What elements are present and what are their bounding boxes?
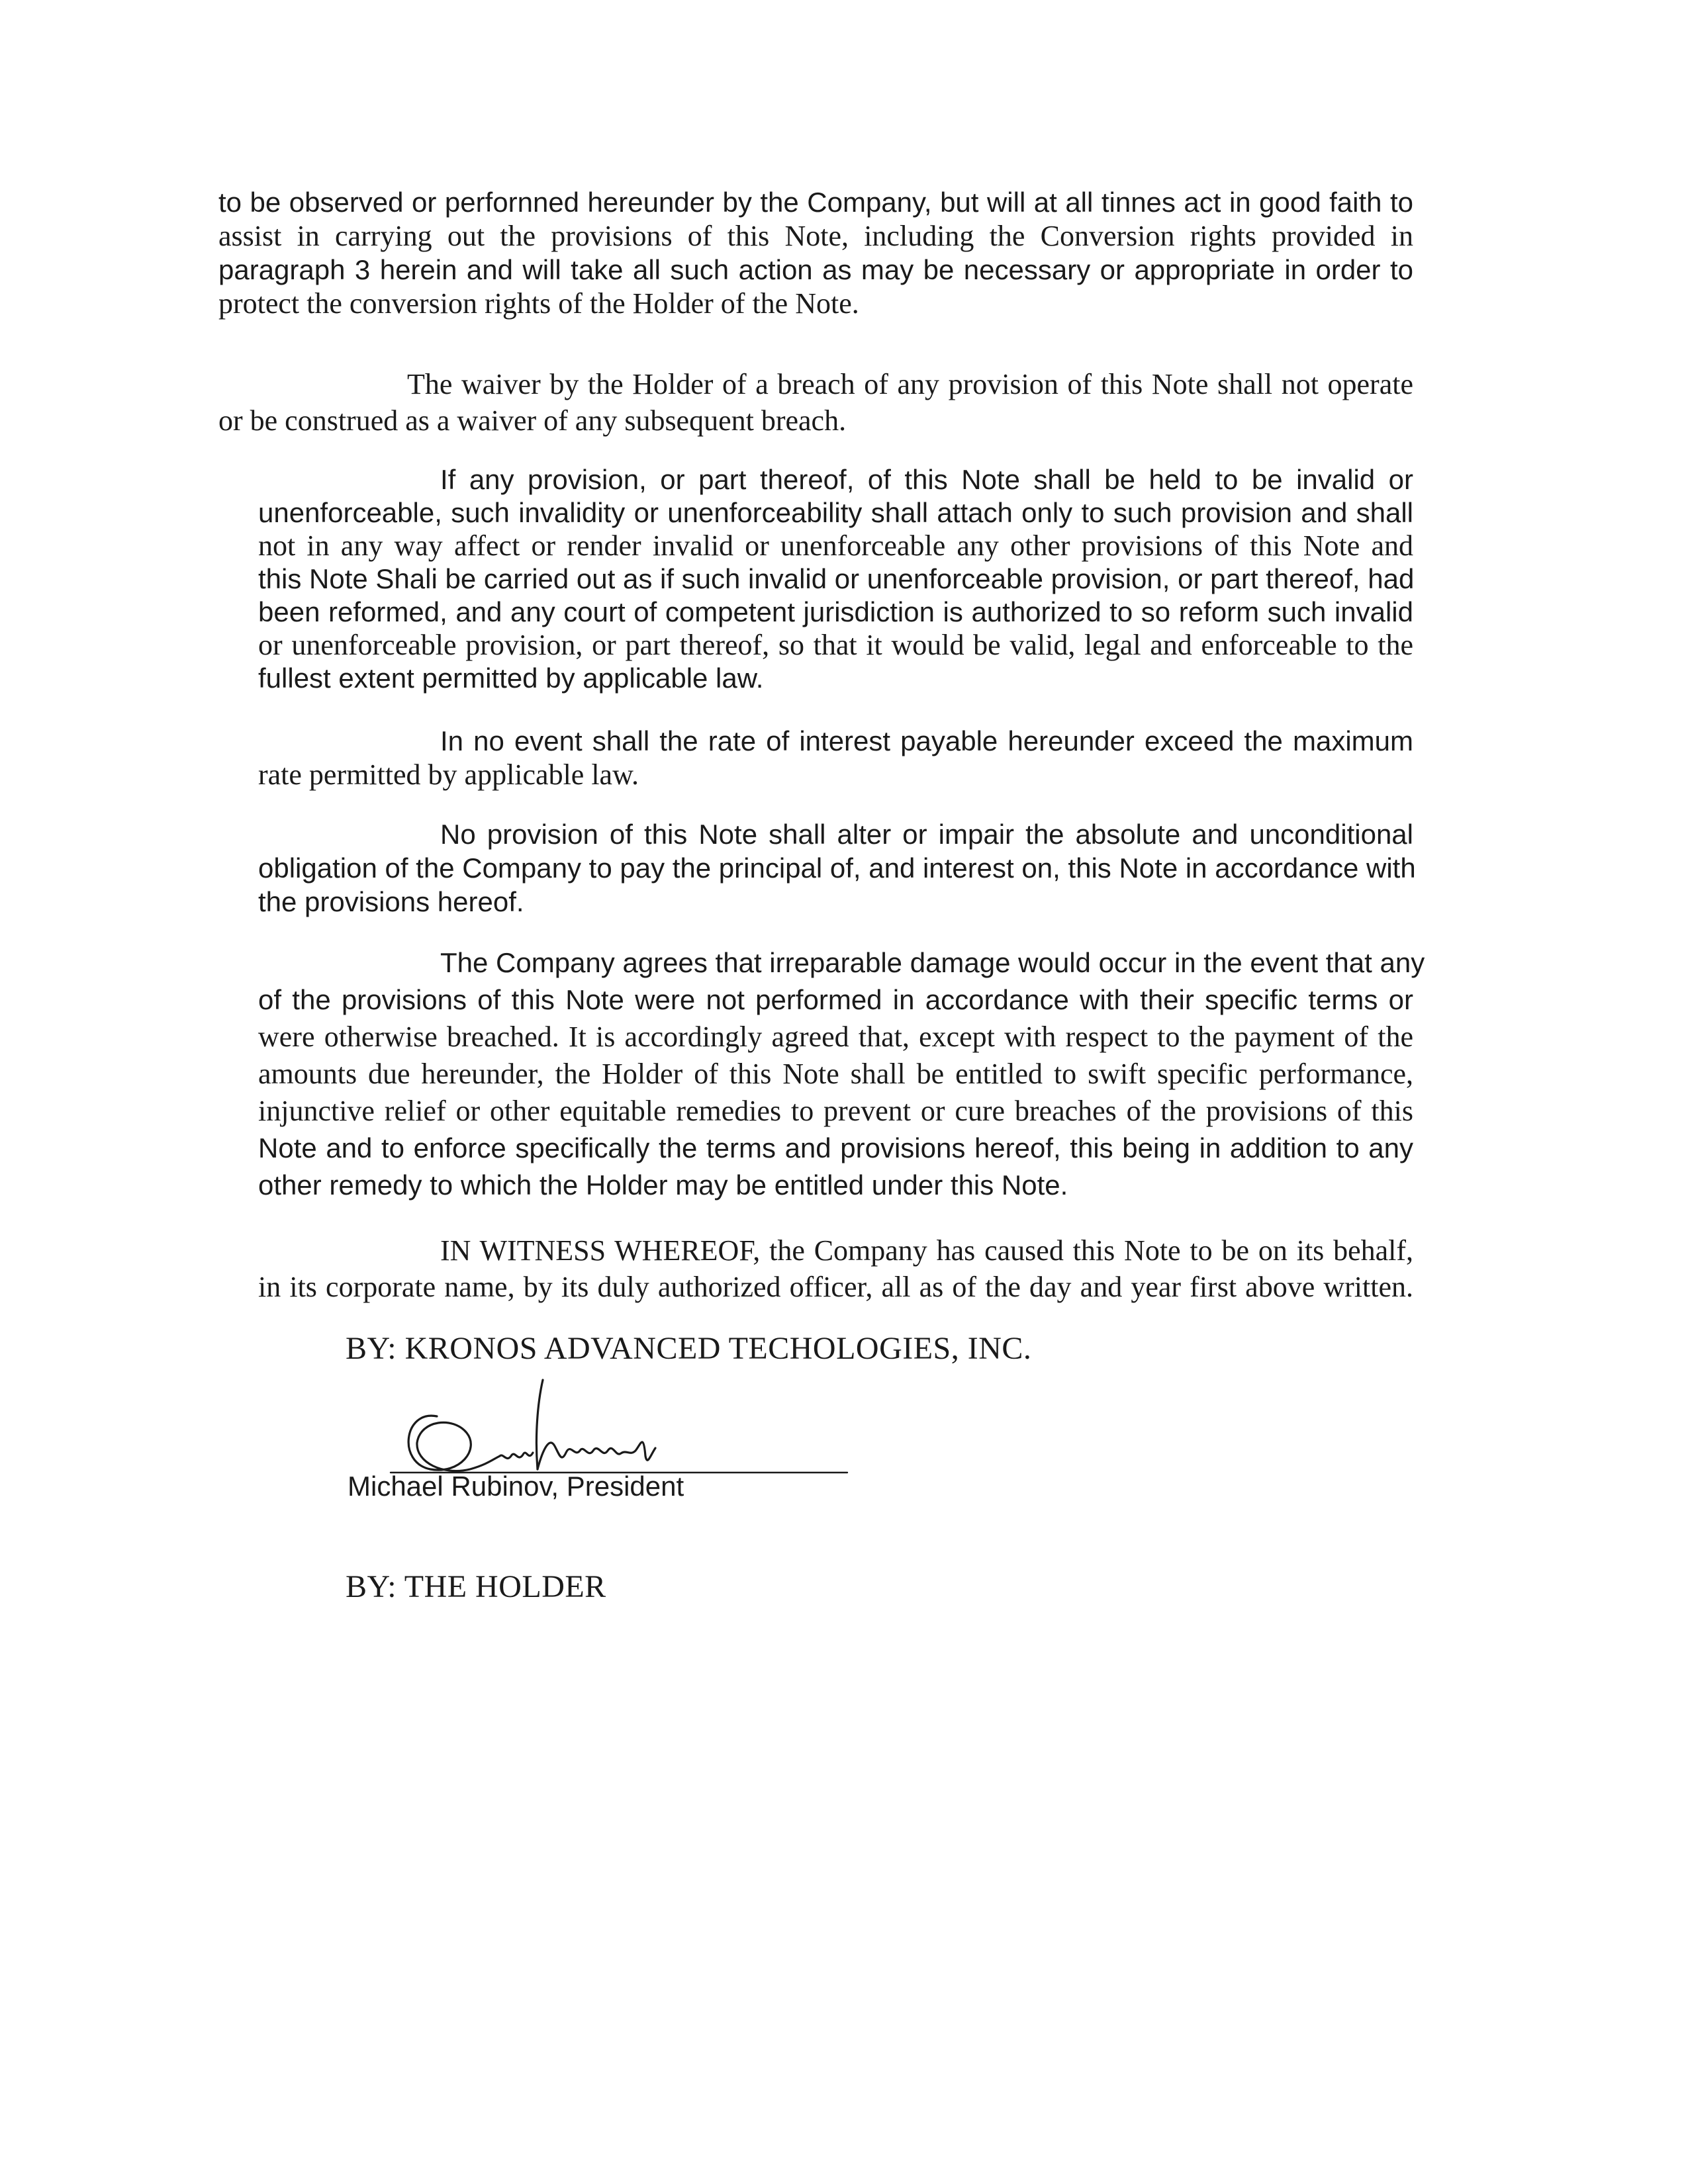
- paragraph-2: [218, 366, 1413, 439]
- paragraph-4-line: In no event shall the rate of interest payable hereunder exceed the maximum: [440, 725, 1413, 756]
- paragraph-1-line: assist in carrying out the provisions of this Note, including the Conversion rights provided in: [218, 220, 1413, 252]
- paragraph-6-line: injunctive relief or other equitable remedies to prevent or cure breaches of the provisions of this: [258, 1095, 1413, 1127]
- paragraph-6-line: were otherwise breached. It is accordingly agreed that, except with respect to the payment of the: [258, 1021, 1413, 1053]
- paragraph-6: [258, 944, 1425, 1204]
- signer-name-title: Michael Rubinov, President: [348, 1471, 684, 1502]
- paragraph-3-line: unenforceable, such invalidity or unenforceability shall attach only to such provision and shall: [258, 497, 1413, 528]
- paragraph-5: [258, 817, 1416, 919]
- paragraph-1: [218, 185, 1413, 320]
- paragraph-4: [258, 724, 1413, 792]
- paragraph-3-line: or unenforceable provision, or part thereof, so that it would be valid, legal and enforceable to the: [258, 629, 1413, 661]
- paragraph-4-line: rate permitted by applicable law.: [258, 758, 639, 791]
- paragraph-3: [258, 463, 1413, 695]
- paragraph-3-line: If any provision, or part thereof, of this Note shall be held to be invalid or: [440, 464, 1413, 495]
- company-signature-heading: BY: KRONOS ADVANCED TECHOLOGIES, INC.: [346, 1331, 1032, 1366]
- paragraph-1-line: protect the conversion rights of the Holder of the Note.: [218, 287, 859, 320]
- paragraph-6-line: other remedy to which the Holder may be entitled under this Note.: [258, 1169, 1068, 1201]
- paragraph-2-line: or be construed as a waiver of any subsequent breach.: [218, 404, 847, 437]
- paragraph-6-line: The Company agrees that irreparable damage would occur in the event that any: [440, 947, 1425, 978]
- paragraph-5-line: No provision of this Note shall alter or impair the absolute and unconditional: [440, 819, 1413, 850]
- paragraph-2-line: The waiver by the Holder of a breach of any provision of this Note shall not operate: [407, 368, 1413, 400]
- paragraph-6-line: of the provisions of this Note were not performed in accordance with their specific terms or: [258, 984, 1413, 1015]
- paragraph-3-line: been reformed, and any court of competent jurisdiction is authorized to so reform such invalid: [258, 596, 1413, 627]
- paragraph-6-line: Note and to enforce specifically the terms and provisions hereof, this being in addition to any: [258, 1132, 1413, 1163]
- paragraph-7-line: IN WITNESS WHEREOF, the Company has caused this Note to be on its behalf,: [440, 1234, 1413, 1267]
- paragraph-5-line: obligation of the Company to pay the principal of, and interest on, this Note in accordance with: [258, 852, 1416, 884]
- paragraph-6-line: amounts due hereunder, the Holder of this Note shall be entitled to swift specific performance,: [258, 1058, 1413, 1090]
- paragraph-3-line: this Note Shali be carried out as if such invalid or unenforceable provision, or part thereof, had: [258, 563, 1415, 594]
- paragraph-1-line: paragraph 3 herein and will take all such action as may be necessary or appropriate in order to: [218, 254, 1413, 285]
- paragraph-5-line: the provisions hereof.: [258, 886, 524, 917]
- paragraph-3-line: fullest extent permitted by applicable law.: [258, 662, 764, 694]
- paragraph-1-line: to be observed or perfornned hereunder by the Company, but will at all tinnes act in good faith to: [218, 187, 1413, 218]
- paragraph-7: [258, 1232, 1413, 1305]
- holder-signature-heading: BY: THE HOLDER: [346, 1569, 606, 1604]
- paragraph-7-line: in its corporate name, by its duly authorized officer, all as of the day and year first above written.: [258, 1271, 1413, 1303]
- paragraph-3-line: not in any way affect or render invalid or unenforceable any other provisions of this Note and: [258, 529, 1413, 562]
